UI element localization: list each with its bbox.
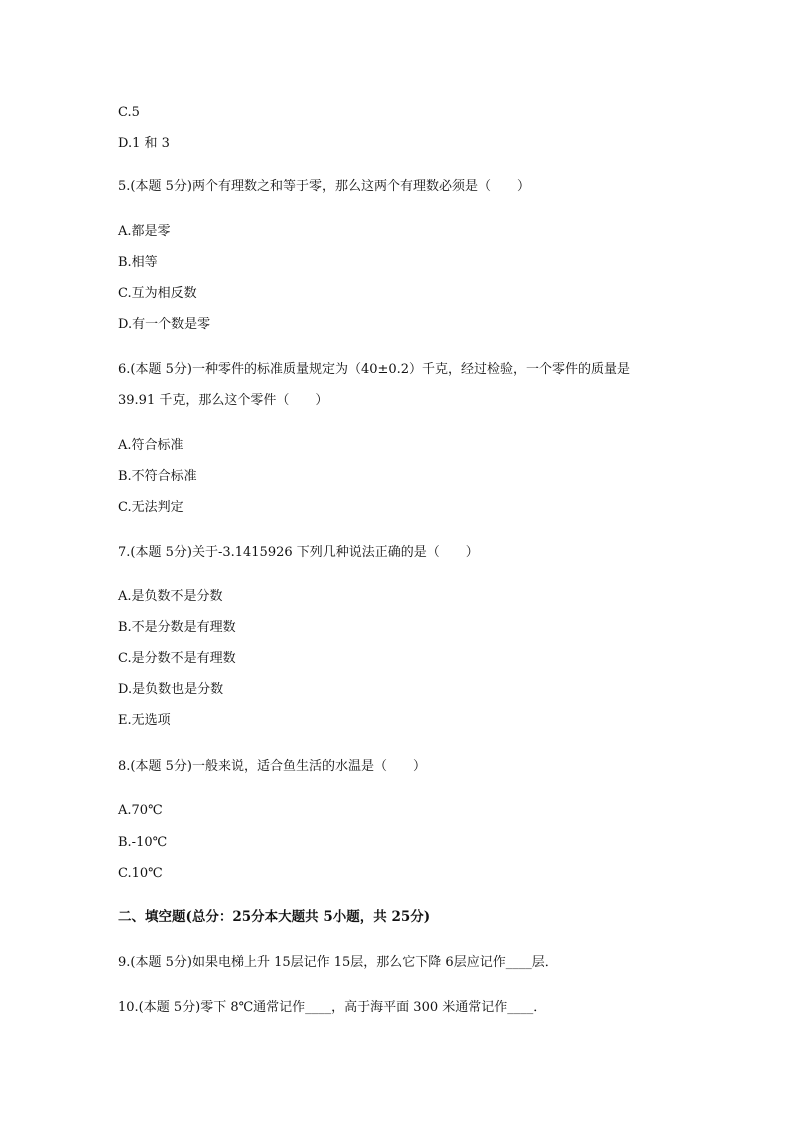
q8-option-a: A.70℃ bbox=[118, 803, 163, 818]
q6-stem-line2: 39.91 千克，那么这个零件（ ） bbox=[118, 393, 329, 408]
q9-stem: 9.(本题 5分)如果电梯上升 15层记作 15层，那么它下降 6层应记作____层． bbox=[118, 955, 558, 970]
q7-option-d: D.是负数也是分数 bbox=[118, 682, 224, 697]
q5-option-b: B.相等 bbox=[118, 255, 158, 270]
q10-stem: 10.(本题 5分)零下 8℃通常记作____，高于海平面 300 米通常记作____． bbox=[118, 1000, 547, 1015]
q8-option-c: C.10℃ bbox=[118, 866, 163, 881]
q8-option-b: B.-10℃ bbox=[118, 835, 168, 850]
q7-option-b: B.不是分数是有理数 bbox=[118, 620, 236, 635]
q5-option-d: D.有一个数是零 bbox=[118, 317, 211, 332]
q6-stem-line1: 6.(本题 5分)一种零件的标准质量规定为（40±0.2）千克，经过检验，一个零件的质量是 bbox=[118, 362, 631, 377]
section-heading-fill-in: 二、填空题(总分：25分本大题共 5小题，共 25分) bbox=[118, 909, 431, 925]
q7-stem: 7.(本题 5分)关于-3.1415926 下列几种说法正确的是（ ） bbox=[118, 545, 479, 560]
q7-option-e: E.无选项 bbox=[118, 713, 171, 728]
q7-option-a: A.是负数不是分数 bbox=[118, 589, 223, 604]
q5-option-a: A.都是零 bbox=[118, 224, 171, 239]
q6-option-c: C.无法判定 bbox=[118, 500, 184, 515]
q7-option-c: C.是分数不是有理数 bbox=[118, 651, 236, 666]
q4-option-d: D.1 和 3 bbox=[118, 136, 170, 151]
q5-option-c: C.互为相反数 bbox=[118, 286, 197, 301]
q4-option-c: C.5 bbox=[118, 105, 140, 120]
q5-stem: 5.(本题 5分)两个有理数之和等于零，那么这两个有理数必须是（ ） bbox=[118, 179, 530, 194]
q6-option-a: A.符合标准 bbox=[118, 438, 184, 453]
q8-stem: 8.(本题 5分)一般来说，适合鱼生活的水温是（ ） bbox=[118, 759, 426, 774]
q6-option-b: B.不符合标准 bbox=[118, 469, 197, 484]
